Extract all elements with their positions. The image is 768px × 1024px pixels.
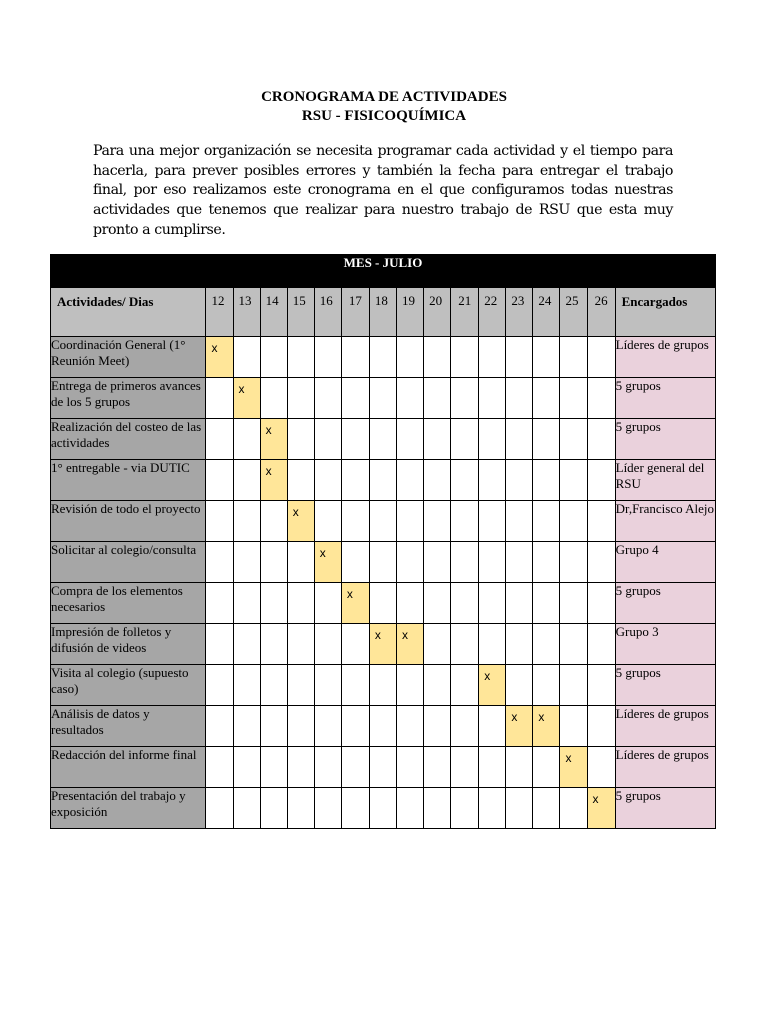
day-cell [341,624,369,665]
day-cell [560,665,587,706]
day-header: 19 [397,288,424,337]
day-cell [587,542,615,583]
day-cell [260,788,287,829]
day-cell [424,337,451,378]
document-subtitle: RSU - FISICOQUÍMICA [301,108,467,124]
day-cell [206,378,233,419]
owners-header: Encargados [615,288,715,337]
day-header: 12 [206,288,233,337]
day-cell [233,747,260,788]
day-cell [479,624,506,665]
day-cell [314,460,341,501]
day-cell [479,337,506,378]
table-row [51,706,716,747]
scheduled-day-cell [369,624,396,665]
day-cell [560,419,587,460]
day-cell [233,419,260,460]
day-cell [206,501,233,542]
day-cell [314,501,341,542]
day-cell [260,501,287,542]
activity-cell: 1° entregable - via DUTIC [51,460,206,501]
day-cell [369,583,396,624]
day-cell [424,501,451,542]
day-cell [233,624,260,665]
day-cell [479,747,506,788]
activity-cell: Solicitar al colegio/consulta [51,542,206,583]
day-cell [424,706,451,747]
schedule-mark: x [319,546,326,560]
day-cell [587,665,615,706]
day-cell [533,788,560,829]
day-cell [206,747,233,788]
activity-cell: Coordinación General (1° Reunión Meet) [51,337,206,378]
day-header: 16 [314,288,341,337]
day-cell [287,542,314,583]
intro-paragraph: Para una mejor organización se necesita programar cada actividad y el tiempo para hacerla, para prever posibles errores y también la fecha para entregar el trabajo final, por eso realizamos este cronograma en el que configuramos todas nuestras actividades que tenemos que realizar para nuestro trabajo de RSU que esta muy pronto a cumplirse. [93,143,673,238]
day-cell [424,624,451,665]
day-cell [260,665,287,706]
day-cell [479,542,506,583]
day-cell [397,501,424,542]
owner-cell: 5 grupos [615,788,715,829]
day-cell [479,378,506,419]
schedule-mark: x [565,751,572,765]
day-cell [560,788,587,829]
day-cell [206,583,233,624]
day-cell [314,583,341,624]
day-cell [260,378,287,419]
activity-cell: Análisis de datos y resultados [51,706,206,747]
table-row [51,624,716,665]
day-cell [233,542,260,583]
schedule-mark: x [484,669,491,683]
day-cell [369,337,396,378]
day-cell [369,747,396,788]
day-cell [260,706,287,747]
day-cell [206,460,233,501]
day-cell [451,419,479,460]
activities-header: Actividades/ Dias [51,288,206,337]
day-header: 20 [424,288,451,337]
day-cell [369,706,396,747]
day-cell [287,665,314,706]
day-cell [587,747,615,788]
day-cell [233,583,260,624]
day-cell [341,788,369,829]
day-cell [341,419,369,460]
day-header: 13 [233,288,260,337]
scheduled-day-cell [206,337,233,378]
day-cell [287,706,314,747]
day-cell [506,583,533,624]
day-header: 26 [587,288,615,337]
day-cell [506,542,533,583]
day-cell [369,378,396,419]
day-cell [314,665,341,706]
day-cell [560,542,587,583]
owner-cell: 5 grupos [615,665,715,706]
day-cell [479,419,506,460]
day-cell [587,501,615,542]
day-cell [206,788,233,829]
day-cell [560,378,587,419]
day-header: 18 [369,288,396,337]
scheduled-day-cell [260,460,287,501]
owner-cell: Dr,Francisco Alejo [615,501,715,542]
day-cell [506,747,533,788]
table-row [51,583,716,624]
day-cell [424,665,451,706]
activity-cell: Compra de los elementos necesarios [51,583,206,624]
day-cell [533,378,560,419]
scheduled-day-cell [506,706,533,747]
scheduled-day-cell [587,788,615,829]
day-header: 21 [451,288,479,337]
day-cell [560,583,587,624]
day-cell [424,788,451,829]
schedule-mark: x [538,710,545,724]
day-cell [451,337,479,378]
day-cell [287,419,314,460]
table-row [51,460,716,501]
day-cell [341,665,369,706]
day-cell [369,501,396,542]
scheduled-day-cell [260,419,287,460]
day-cell [587,624,615,665]
day-cell [397,665,424,706]
day-cell [397,419,424,460]
day-cell [560,460,587,501]
schedule-mark: x [292,505,299,519]
day-cell [314,378,341,419]
day-header: 14 [260,288,287,337]
day-cell [451,747,479,788]
day-cell [451,460,479,501]
activity-cell: Revisión de todo el proyecto [51,501,206,542]
day-cell [206,706,233,747]
day-cell [451,665,479,706]
owner-cell: 5 grupos [615,583,715,624]
day-cell [369,665,396,706]
day-cell [314,706,341,747]
day-cell [560,501,587,542]
document-title: CRONOGRAMA DE ACTIVIDADES [261,89,507,105]
schedule-mark: x [402,628,408,642]
day-cell [397,460,424,501]
owner-cell: Líderes de grupos [615,747,715,788]
day-cell [560,337,587,378]
day-cell [341,337,369,378]
day-cell [587,337,615,378]
day-cell [260,542,287,583]
schedule-mark: x [238,382,245,396]
activity-cell: Visita al colegio (supuesto caso) [51,665,206,706]
day-cell [341,378,369,419]
day-cell [506,337,533,378]
day-header: 17 [341,288,369,337]
day-cell [233,665,260,706]
day-cell [587,378,615,419]
day-cell [206,624,233,665]
day-cell [287,378,314,419]
day-cell [560,624,587,665]
day-cell [314,747,341,788]
day-cell [287,583,314,624]
day-cell [451,501,479,542]
schedule-mark: x [592,792,599,806]
schedule-mark: x [346,587,353,601]
day-cell [533,624,560,665]
scheduled-day-cell [397,624,424,665]
scheduled-day-cell [560,747,587,788]
day-cell [206,419,233,460]
day-cell [397,542,424,583]
day-cell [587,419,615,460]
day-cell [341,460,369,501]
day-cell [451,788,479,829]
day-cell [533,337,560,378]
scheduled-day-cell [314,542,341,583]
schedule-mark: x [265,423,272,437]
day-cell [260,337,287,378]
day-cell [587,706,615,747]
scheduled-day-cell [341,583,369,624]
table-row [51,378,716,419]
day-cell [506,460,533,501]
table-row [51,542,716,583]
day-cell [533,460,560,501]
day-cell [587,460,615,501]
day-cell [424,419,451,460]
day-cell [506,624,533,665]
day-cell [424,583,451,624]
day-cell [479,706,506,747]
scheduled-day-cell [233,378,260,419]
day-cell [206,542,233,583]
day-cell [287,460,314,501]
day-cell [233,788,260,829]
day-header: 25 [560,288,587,337]
day-cell [260,583,287,624]
day-cell [341,542,369,583]
day-cell [451,542,479,583]
day-cell [260,624,287,665]
day-cell [424,747,451,788]
day-cell [506,788,533,829]
table-row [51,419,716,460]
day-cell [479,583,506,624]
day-cell [451,706,479,747]
day-cell [233,460,260,501]
day-cell [587,583,615,624]
day-header: 22 [479,288,506,337]
day-cell [533,583,560,624]
day-cell [397,378,424,419]
day-cell [479,460,506,501]
activity-cell: Entrega de primeros avances de los 5 grupos [51,378,206,419]
table-row [51,665,716,706]
day-cell [397,583,424,624]
day-cell [424,378,451,419]
day-cell [287,624,314,665]
day-cell [314,419,341,460]
day-cell [451,624,479,665]
day-cell [260,747,287,788]
day-cell [397,706,424,747]
owner-cell: Líderes de grupos [615,337,715,378]
scheduled-day-cell [287,501,314,542]
day-cell [397,337,424,378]
owner-cell: Grupo 4 [615,542,715,583]
activity-cell: Redacción del informe final [51,747,206,788]
day-header: 15 [287,288,314,337]
day-cell [287,747,314,788]
day-cell [506,419,533,460]
owner-cell: Líder general del RSU [615,460,715,501]
day-cell [533,747,560,788]
day-cell [560,706,587,747]
owner-cell: Líderes de grupos [615,706,715,747]
day-cell [397,747,424,788]
day-cell [533,501,560,542]
day-cell [369,419,396,460]
day-cell [533,542,560,583]
day-cell [479,788,506,829]
day-cell [451,378,479,419]
day-cell [506,501,533,542]
day-header: 23 [506,288,533,337]
day-cell [533,419,560,460]
day-cell [506,378,533,419]
day-cell [533,665,560,706]
day-cell [314,788,341,829]
schedule-mark: x [265,464,272,478]
table-row [51,788,716,829]
day-cell [287,788,314,829]
table-row [51,747,716,788]
day-cell [233,501,260,542]
activity-cell: Presentación del trabajo y exposición [51,788,206,829]
scheduled-day-cell [533,706,560,747]
activity-cell: Realización del costeo de las actividades [51,419,206,460]
day-cell [341,501,369,542]
schedule-table [50,254,716,829]
schedule-mark: x [211,341,218,355]
day-cell [451,583,479,624]
scheduled-day-cell [479,665,506,706]
schedule-mark: x [374,628,381,642]
day-cell [506,665,533,706]
schedule-mark: x [511,710,518,724]
month-header: MES - JULIO [51,255,716,288]
day-cell [479,501,506,542]
day-cell [314,624,341,665]
day-cell [424,460,451,501]
day-cell [287,337,314,378]
day-cell [424,542,451,583]
day-cell [369,460,396,501]
owner-cell: 5 grupos [615,419,715,460]
activity-cell: Impresión de folletos y difusión de videos [51,624,206,665]
day-cell [397,788,424,829]
day-cell [369,788,396,829]
day-cell [369,542,396,583]
table-row [51,501,716,542]
day-cell [233,706,260,747]
owner-cell: 5 grupos [615,378,715,419]
day-cell [341,747,369,788]
table-row [51,337,716,378]
day-cell [314,337,341,378]
day-cell [206,665,233,706]
day-cell [341,706,369,747]
day-cell [233,337,260,378]
day-header: 24 [533,288,560,337]
owner-cell: Grupo 3 [615,624,715,665]
